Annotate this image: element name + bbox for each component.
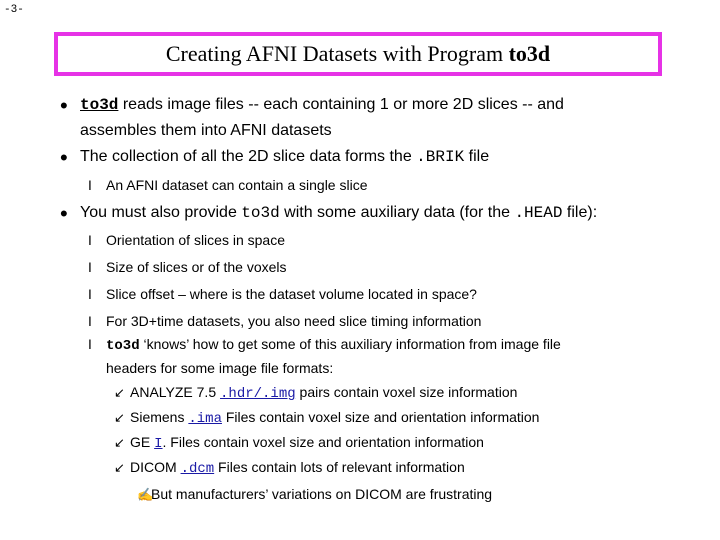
b3-text3: file): <box>562 204 598 221</box>
format-ge <box>130 434 484 452</box>
format-label: DICOM <box>130 459 181 475</box>
b1-text: reads image files -- each containing 1 or more 2D slices -- and <box>118 96 564 113</box>
code-brik: .BRIK <box>416 148 465 166</box>
dash-icon: Ⅰ <box>88 260 92 275</box>
b2-after: file <box>464 148 490 165</box>
format-desc: Files contain lots of relevant information <box>214 459 465 475</box>
dash-icon: Ⅰ <box>88 178 92 193</box>
bullet-3-sub-2: Size of slices or of the voxels <box>106 259 287 275</box>
format-desc: pairs contain voxel size information <box>295 384 518 400</box>
bullet-3-sub-4: For 3D+time datasets, you also need slice timing information <box>106 313 482 329</box>
dash-icon: Ⅰ <box>88 287 92 302</box>
bullet-2 <box>80 148 489 166</box>
arrow-icon: ↙ <box>114 460 125 475</box>
code-to3d-3: to3d <box>106 338 140 354</box>
bullet-1-line-2: assembles them into AFNI datasets <box>80 122 332 139</box>
arrow-icon: ↙ <box>114 410 125 425</box>
b2-text: The collection of all the 2D slice data forms the <box>80 148 417 165</box>
format-siemens <box>130 409 539 427</box>
format-extension: .dcm <box>180 461 215 477</box>
code-to3d-2: to3d <box>241 204 280 222</box>
bullet-icon: • <box>60 201 68 226</box>
dash-icon: Ⅰ <box>88 314 92 329</box>
b3-text1: You must also provide <box>80 204 242 221</box>
dicom-note: But manufacturers’ variations on DICOM are frustrating <box>151 486 493 502</box>
format-label: GE <box>130 434 155 450</box>
arrow-icon: ↙ <box>114 385 125 400</box>
title-program: to3d <box>508 41 551 66</box>
b3-sub5-text: ‘knows’ how to get some of this auxiliary information from image file <box>139 336 561 352</box>
page-number: -3- <box>4 4 24 16</box>
bullet-3-sub-5-line-2: headers for some image file formats: <box>106 360 334 376</box>
format-dicom <box>130 459 465 477</box>
title-text: Creating AFNI Datasets with Program <box>165 41 509 66</box>
arrow-icon: ↙ <box>114 435 125 450</box>
note-icon: ✍ <box>137 487 154 502</box>
format-desc: Files contain voxel size and orientation information <box>221 409 540 425</box>
format-label: ANALYZE 7.5 <box>130 384 221 400</box>
format-extension: .hdr/.img <box>220 386 296 402</box>
bullet-1-line-1 <box>80 96 564 114</box>
dash-icon: Ⅰ <box>88 337 92 352</box>
bullet-icon: • <box>60 93 68 118</box>
title-box <box>54 32 662 76</box>
format-desc: . Files contain voxel size and orientation information <box>162 434 484 450</box>
code-to3d: to3d <box>80 96 119 114</box>
bullet-3-sub-5 <box>106 336 561 354</box>
bullet-icon: • <box>60 145 68 170</box>
bullet-3-sub-3: Slice offset – where is the dataset volume located in space? <box>106 286 477 302</box>
dash-icon: Ⅰ <box>88 233 92 248</box>
code-head: .HEAD <box>514 204 563 222</box>
bullet-3-sub-1: Orientation of slices in space <box>106 232 285 248</box>
format-extension: I <box>154 436 163 452</box>
bullet-3 <box>80 204 597 222</box>
format-extension: .ima <box>188 411 222 427</box>
bullet-2-sub-1: An AFNI dataset can contain a single slice <box>106 177 368 193</box>
b3-text2: with some auxiliary data (for the <box>279 204 515 221</box>
format-label: Siemens <box>130 409 189 425</box>
format-analyze <box>130 384 517 402</box>
slide-title <box>166 41 550 67</box>
